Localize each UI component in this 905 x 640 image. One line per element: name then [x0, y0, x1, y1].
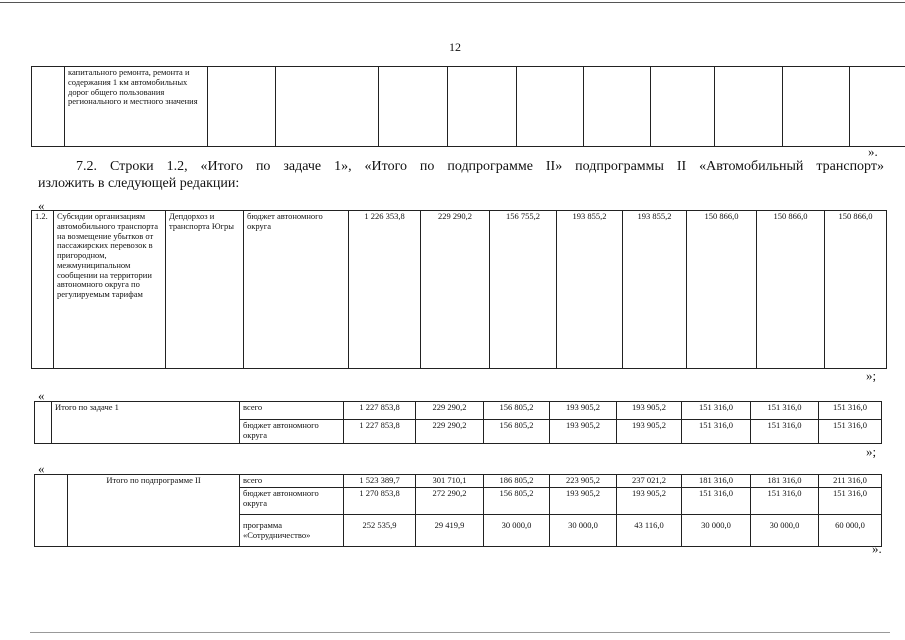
task-total-spacer [35, 402, 52, 444]
row-name: Субсидии организациям автомобильного транспорта на возмещение убытков от пассажирских перевозок в пригородном, межмуниципальном сообщении на территории автономного округа по регулируемым тарифам [54, 211, 166, 369]
value-cell: 151 316,0 [751, 402, 819, 420]
value-cell: 156 805,2 [484, 420, 550, 444]
value-cell: 151 316,0 [819, 402, 882, 420]
end-mark-1: ». [868, 144, 878, 159]
value-cell: 151 316,0 [682, 487, 751, 514]
value-cell: 156 805,2 [484, 402, 550, 420]
value-cell: 30 000,0 [751, 514, 819, 546]
value-cell: 150 866,0 [825, 211, 887, 369]
fragment-no-cell [32, 67, 65, 147]
task-total-label: Итого по задаче 1 [52, 402, 240, 444]
cell [715, 67, 783, 147]
value-cell: 1 523 389,7 [344, 475, 416, 488]
value-cell: 151 316,0 [751, 420, 819, 444]
value-cell: 30 000,0 [682, 514, 751, 546]
value-cell: 223 905,2 [550, 475, 617, 488]
value-cell: 229 290,2 [416, 402, 484, 420]
task-total-table [34, 401, 882, 444]
cell [783, 67, 850, 147]
cell [208, 67, 276, 147]
page-number: 12 [449, 40, 461, 54]
value-cell: 29 419,9 [416, 514, 484, 546]
subprogram-total-table [34, 474, 882, 547]
value-cell: 43 116,0 [617, 514, 682, 546]
value-cell: 181 316,0 [751, 475, 819, 488]
value-cell: 193 855,2 [557, 211, 623, 369]
value-cell: 1 226 353,8 [349, 211, 421, 369]
source-cell: бюджет автономного округа [240, 487, 344, 514]
open-quote-3: « [38, 461, 45, 476]
subprogram-total-label: Итого по подпрограмме II [68, 475, 240, 547]
value-cell: 150 866,0 [687, 211, 757, 369]
value-cell: 229 290,2 [416, 420, 484, 444]
source-cell: всего [240, 475, 344, 488]
cell [517, 67, 584, 147]
open-quote-2: « [38, 388, 45, 403]
value-cell: 186 805,2 [484, 475, 550, 488]
amendment-paragraph [38, 158, 884, 192]
end-mark-4: ». [872, 541, 882, 556]
value-cell: 229 290,2 [421, 211, 490, 369]
paragraph-line-2: изложить в следующей редакции: [38, 176, 240, 191]
value-cell: 181 316,0 [682, 475, 751, 488]
end-mark-2: »; [866, 368, 877, 383]
value-cell: 211 316,0 [819, 475, 882, 488]
source-cell: всего [240, 402, 344, 420]
value-cell: 193 905,2 [617, 487, 682, 514]
fragment-label: капитального ремонта, ремонта и содержания 1 км автомобильных дорог общего пользования регионального и местного значения [65, 67, 208, 147]
subprogram-spacer [35, 475, 68, 547]
value-cell: 151 316,0 [751, 487, 819, 514]
cell [850, 67, 905, 147]
value-cell: 252 535,9 [344, 514, 416, 546]
row-1-2-table [31, 210, 887, 369]
value-cell: 1 227 853,8 [344, 402, 416, 420]
cell [276, 67, 379, 147]
row-number: 1.2. [32, 211, 54, 369]
value-cell: 151 316,0 [682, 420, 751, 444]
value-cell: 156 755,2 [490, 211, 557, 369]
source-cell: программа «Сотрудничество» [240, 514, 344, 546]
value-cell: 193 905,2 [550, 420, 617, 444]
end-mark-3: »; [866, 444, 877, 459]
value-cell: 30 000,0 [550, 514, 617, 546]
value-cell: 193 905,2 [617, 402, 682, 420]
cell [379, 67, 448, 147]
value-cell: 193 905,2 [550, 487, 617, 514]
value-cell: 193 855,2 [623, 211, 687, 369]
scan-top-edge [0, 2, 905, 3]
open-quote-1: « [38, 198, 45, 213]
scan-bottom-edge [30, 632, 890, 633]
row-source: бюджет автономного округа [244, 211, 349, 369]
value-cell: 151 316,0 [682, 402, 751, 420]
value-cell: 151 316,0 [819, 420, 882, 444]
value-cell: 60 000,0 [819, 514, 882, 546]
cell [448, 67, 517, 147]
value-cell: 301 710,1 [416, 475, 484, 488]
fragment-table [31, 66, 905, 147]
value-cell: 193 905,2 [617, 420, 682, 444]
cell [651, 67, 715, 147]
value-cell: 1 270 853,8 [344, 487, 416, 514]
row-executor: Депдорхоз и транспорта Югры [166, 211, 244, 369]
value-cell: 30 000,0 [484, 514, 550, 546]
paragraph-line-1: 7.2. Строки 1.2, «Итого по задаче 1», «Итого по подпрограмме II» подпрограммы II «Автомобильный транспорт» [76, 159, 884, 174]
value-cell: 193 905,2 [550, 402, 617, 420]
cell [584, 67, 651, 147]
value-cell: 272 290,2 [416, 487, 484, 514]
value-cell: 156 805,2 [484, 487, 550, 514]
value-cell: 151 316,0 [819, 487, 882, 514]
value-cell: 1 227 853,8 [344, 420, 416, 444]
source-cell: бюджет автономного округа [240, 420, 344, 444]
value-cell: 237 021,2 [617, 475, 682, 488]
value-cell: 150 866,0 [757, 211, 825, 369]
